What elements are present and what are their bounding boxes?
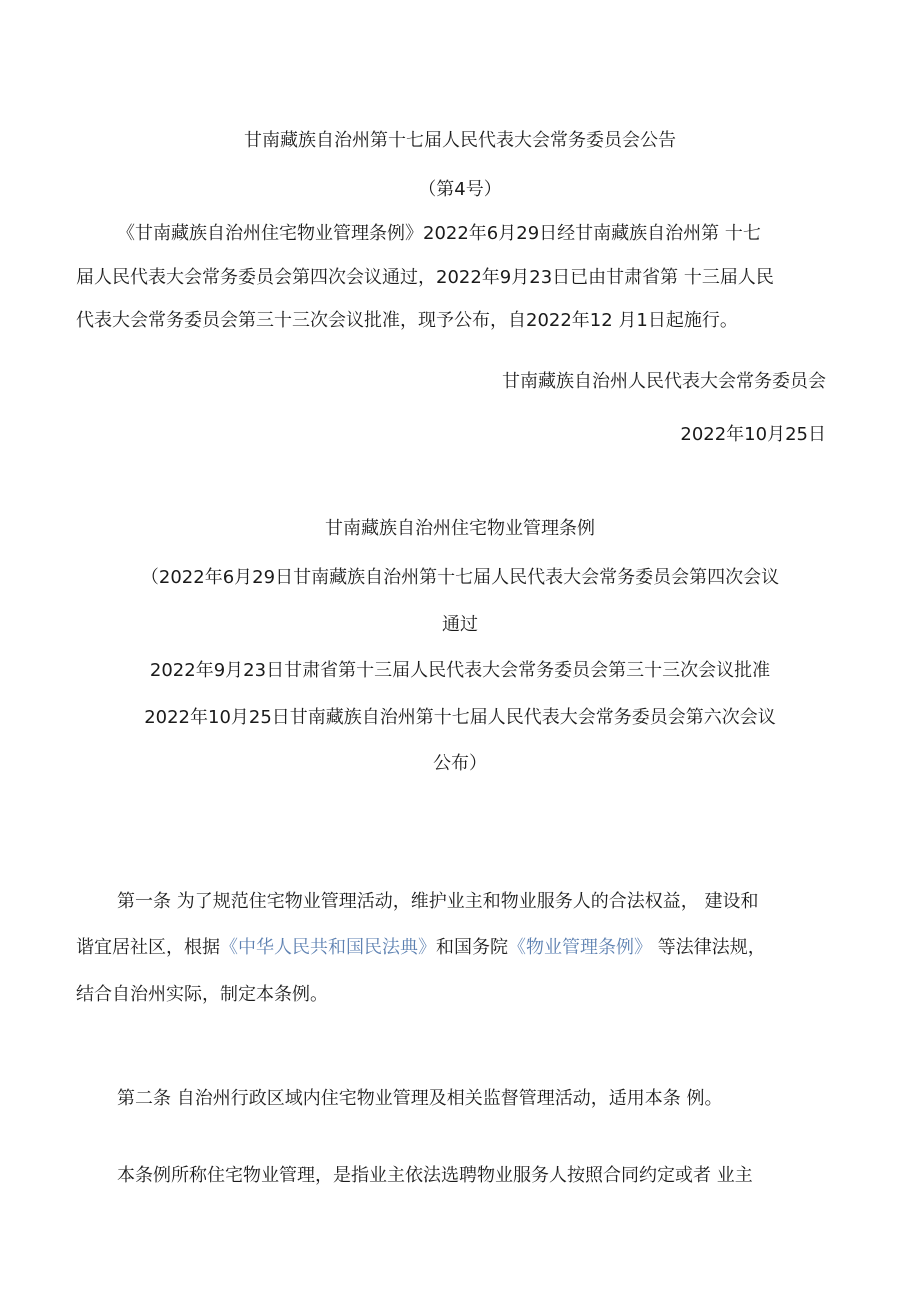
article-1-line-2-mid: 和国务院 [436, 937, 508, 958]
property-regulation-link[interactable]: 《物业管理条例》 [508, 937, 652, 958]
regulation-history-line-2: 通过 [442, 614, 478, 635]
announcement-body-line-1: 《甘南藏族自治州住宅物业管理条例》2022年6月29日经甘南藏族自治州第 十七 [117, 223, 761, 244]
article-1-line-2-post: 等法律法规， [652, 937, 766, 958]
announcement-title: 甘南藏族自治州第十七届人民代表大会常务委员会公告 [244, 130, 676, 151]
article-1-line-1: 第一条 为了规范住宅物业管理活动，维护业主和物业服务人的合法权益， 建设和 [117, 891, 759, 912]
article-1-line-2 [76, 935, 766, 961]
announcement-number: （第4号） [418, 179, 502, 200]
article-2-line-1: 第二条 自治州行政区域内住宅物业管理及相关监督管理活动，适用本条 例。 [117, 1088, 723, 1109]
regulation-history-line-3: 2022年9月23日甘肃省第十三届人民代表大会常务委员会第三十三次会议批准 [149, 660, 771, 681]
article-2-line-2: 本条例所称住宅物业管理，是指业主依法选聘物业服务人按照合同约定或者 业主 [117, 1165, 753, 1186]
regulation-history-line-1: （2022年6月29日甘南藏族自治州第十七届人民代表大会常务委员会第四次会议 [140, 567, 780, 588]
announcement-body-line-3: 代表大会常务委员会第三十三次会议批准，现予公布，自2022年12 月1日起施行。 [76, 310, 738, 331]
civil-code-link[interactable]: 《中华人民共和国民法典》 [220, 937, 436, 958]
article-1-line-2-pre: 谐宜居社区，根据 [76, 937, 220, 958]
article-1-line-3: 结合自治州实际，制定本条例。 [76, 984, 328, 1005]
announcement-signature: 甘南藏族自治州人民代表大会常务委员会 [502, 371, 826, 392]
announcement-body-line-2: 届人民代表大会常务委员会第四次会议通过，2022年9月23日已由甘肃省第 十三届人民 [76, 267, 774, 288]
regulation-history-line-4: 2022年10月25日甘南藏族自治州第十七届人民代表大会常务委员会第六次会议 [144, 707, 776, 728]
regulation-title: 甘南藏族自治州住宅物业管理条例 [325, 518, 595, 539]
regulation-history-line-5: 公布） [433, 753, 487, 774]
announcement-date: 2022年10月25日 [680, 424, 826, 445]
